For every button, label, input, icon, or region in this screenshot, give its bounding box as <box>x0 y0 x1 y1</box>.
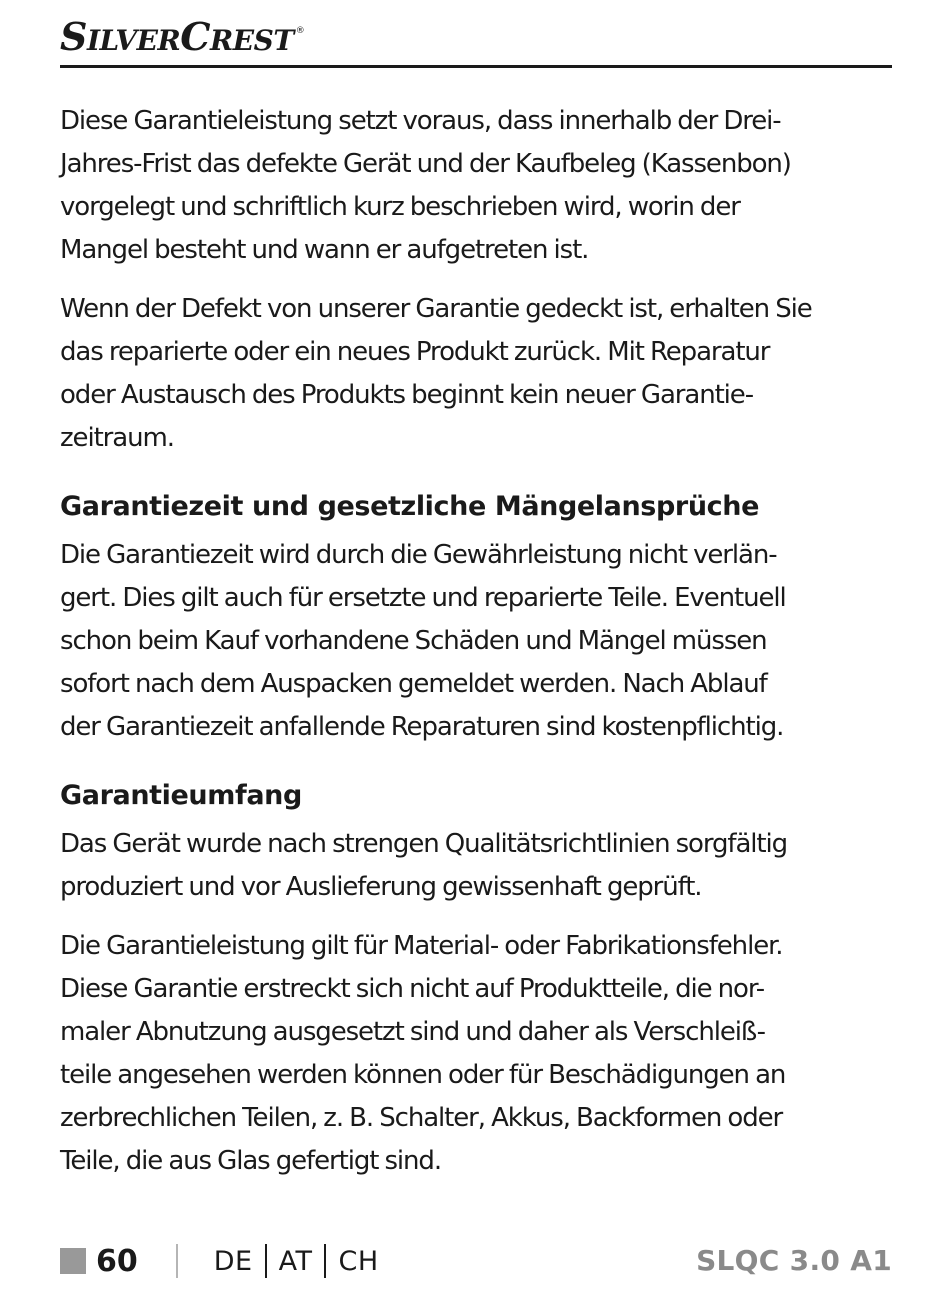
footer-separator <box>176 1244 178 1278</box>
section-heading-warranty-period: Garantiezeit und gesetzliche Mängelansprüche <box>60 491 759 522</box>
text-line: teile angesehen werden können oder für Beschädigungen an <box>60 1060 786 1090</box>
text-line: Mangel besteht und wann er aufgetreten ist. <box>60 235 589 265</box>
text-line: vorgelegt und schriftlich kurz beschrieben wird, worin der <box>60 192 740 222</box>
page-content <box>60 100 892 1199</box>
text-line: der Garantiezeit anfallende Reparaturen sind kostenpflichtig. <box>60 712 784 742</box>
text-line: Das Gerät wurde nach strengen Qualitätsrichtlinien sorgfältig <box>60 829 788 859</box>
text-line: sofort nach dem Auspacken gemeldet werden. Nach Ablauf <box>60 669 767 699</box>
page-footer <box>60 1236 892 1286</box>
text-line: Teile, die aus Glas gefertigt sind. <box>60 1146 441 1176</box>
header-divider <box>60 65 892 68</box>
country-separator <box>324 1244 326 1278</box>
text-line: gert. Dies gilt auch für ersetzte und reparierte Teile. Eventuell <box>60 583 786 613</box>
brand-letter: C <box>180 14 211 59</box>
text-line: das reparierte oder ein neues Produkt zurück. Mit Reparatur <box>60 337 770 367</box>
text-line: Jahres-Frist das defekte Gerät und der Kaufbeleg (Kassenbon) <box>60 149 791 179</box>
brand-letters: ILVER <box>86 24 181 57</box>
text-line: zerbrechlichen Teilen, z. B. Schalter, Akkus, Backformen oder <box>60 1103 783 1133</box>
text-line: Diese Garantie erstreckt sich nicht auf Produktteile, die nor- <box>60 974 765 1004</box>
page-number: 60 <box>96 1243 138 1279</box>
manual-page <box>60 0 892 1289</box>
page-marker-square <box>60 1248 86 1274</box>
country-separator <box>265 1244 267 1278</box>
registered-mark: ® <box>295 26 305 36</box>
text-line: oder Austausch des Produkts beginnt kein neuer Garantie- <box>60 380 753 410</box>
text-line: produziert und vor Auslieferung gewissenhaft geprüft. <box>60 872 702 902</box>
text-line: Diese Garantieleistung setzt voraus, dass innerhalb der Drei- <box>60 106 781 136</box>
brand-letters: REST <box>210 24 294 57</box>
text-line: zeitraum. <box>60 423 174 453</box>
brand-letter: S <box>60 14 87 59</box>
text-line: schon beim Kauf vorhandene Schäden und Mängel müssen <box>60 626 767 656</box>
text-line: Die Garantieleistung gilt für Material- oder Fabrikationsfehler. <box>60 931 783 961</box>
country-code-ch: CH <box>338 1245 379 1277</box>
paragraph-warranty-conditions <box>60 100 892 272</box>
paragraph-warranty-exclusions <box>60 925 892 1183</box>
paragraph-warranty-period <box>60 534 892 749</box>
paragraph-quality <box>60 823 892 909</box>
text-line: Die Garantiezeit wird durch die Gewährleistung nicht verlän- <box>60 540 777 570</box>
text-line: maler Abnutzung ausgesetzt sind und daher als Verschleiß- <box>60 1017 765 1047</box>
country-code-de: DE <box>213 1245 253 1277</box>
paragraph-repair-replacement <box>60 288 892 460</box>
model-number: SLQC 3.0 A1 <box>696 1244 892 1277</box>
section-heading-warranty-scope: Garantieumfang <box>60 780 302 811</box>
brand-logo <box>60 14 304 62</box>
text-line: Wenn der Defekt von unserer Garantie gedeckt ist, erhalten Sie <box>60 294 812 324</box>
country-code-at: AT <box>278 1245 313 1277</box>
